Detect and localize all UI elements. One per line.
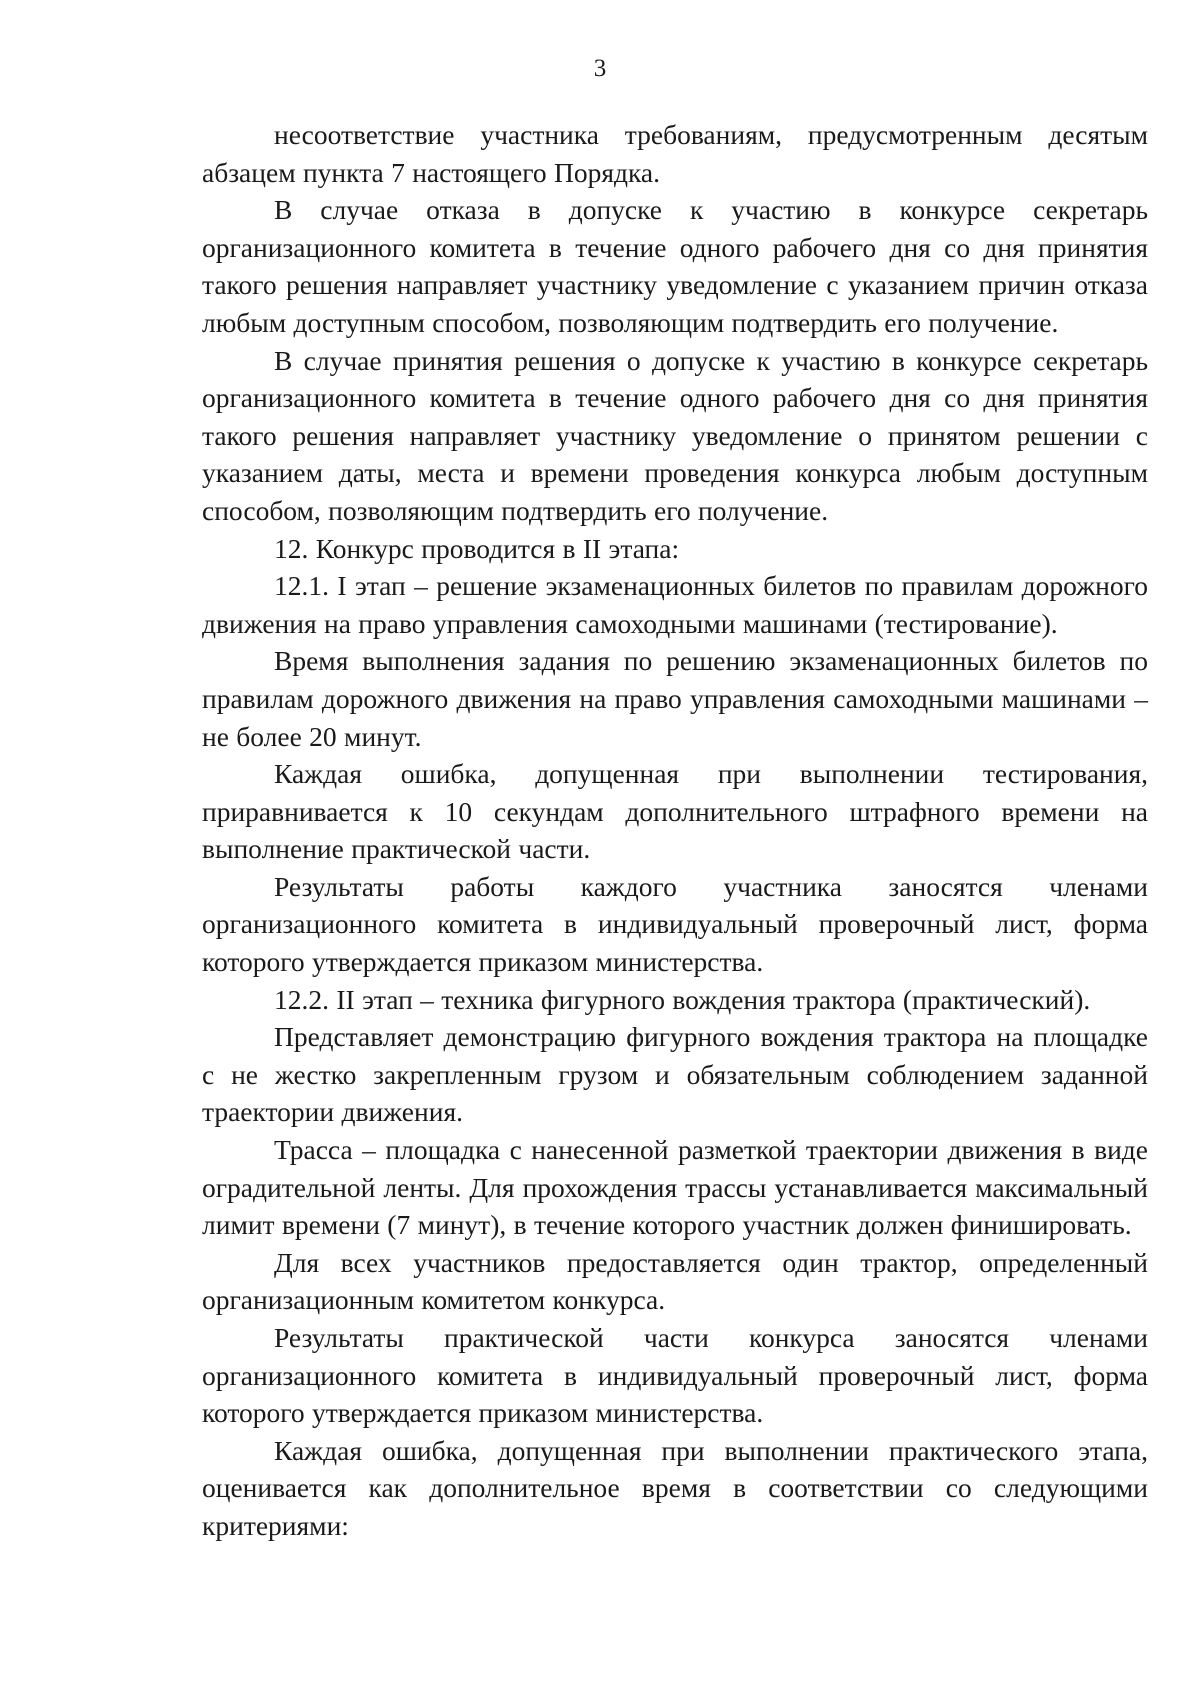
paragraph-3: В случае принятия решения о допуске к участию в конкурсе секретарь организационного комитета в течение одного рабочего дня со дня принятия такого решения направляет участнику уведомление о принятом решении с указанием даты, места и времени проведения конкурса любым доступным способом, позволяющим подтвердить его получение. — [202, 344, 1148, 526]
paragraph-2: В случае отказа в допуске к участию в конкурсе секретарь организационного комитета в течение одного рабочего дня со дня принятия такого решения направляет участнику уведомление с указанием причин отказа любым доступным способом, позволяющим подтвердить его получение. — [202, 194, 1148, 338]
paragraph-14: Каждая ошибка, допущенная при выполнении практического этапа, оценивается как дополнительное время в соответствии со следующими критериями: — [202, 1434, 1148, 1541]
paragraph-1: несоответствие участника требованиям, предусмотренным десятым абзацем пункта 7 настоящего Порядка. — [202, 119, 1148, 188]
paragraph-7: Каждая ошибка, допущенная при выполнении тестирования, приравнивается к 10 секундам дополнительного штрафного времени на выполнение практической части. — [202, 758, 1148, 865]
paragraph-6: Время выполнения задания по решению экзаменационных билетов по правилам дорожного движения на право управления самоходными машинами – не более 20 минут. — [202, 645, 1148, 752]
paragraph-10: Представляет демонстрацию фигурного вождения трактора на площадке с не жестко закрепленным грузом и обязательным соблюдением заданной траектории движения. — [202, 1021, 1148, 1128]
paragraph-9: 12.2. II этап – техника фигурного вождения трактора (практический). — [274, 983, 1091, 1015]
paragraph-5: 12.1. I этап – решение экзаменационных билетов по правилам дорожного движения на право управления самоходными машинами (тестирование). — [202, 570, 1148, 639]
paragraph-13: Результаты практической части конкурса заносятся членами организационного комитета в индивидуальный проверочный лист, форма которого утверждается приказом министерства. — [202, 1322, 1148, 1429]
paragraph-12: Для всех участников предоставляется один трактор, определенный организационным комитетом конкурса. — [202, 1246, 1148, 1316]
paragraph-11: Трасса – площадка с нанесенной разметкой траектории движения в виде оградительной ленты. Для прохождения трассы устанавливается максимальный лимит времени (7 минут), в течение которого участник должен финишировать. — [202, 1134, 1148, 1241]
document-body — [202, 116, 1148, 1545]
page-number: 3 — [593, 55, 607, 82]
paragraph-4: 12. Конкурс проводится в II этапа: — [274, 532, 680, 564]
paragraph-8: Результаты работы каждого участника заносятся членами организационного комитета в индивидуальный проверочный лист, форма которого утверждается приказом министерства. — [202, 870, 1148, 978]
